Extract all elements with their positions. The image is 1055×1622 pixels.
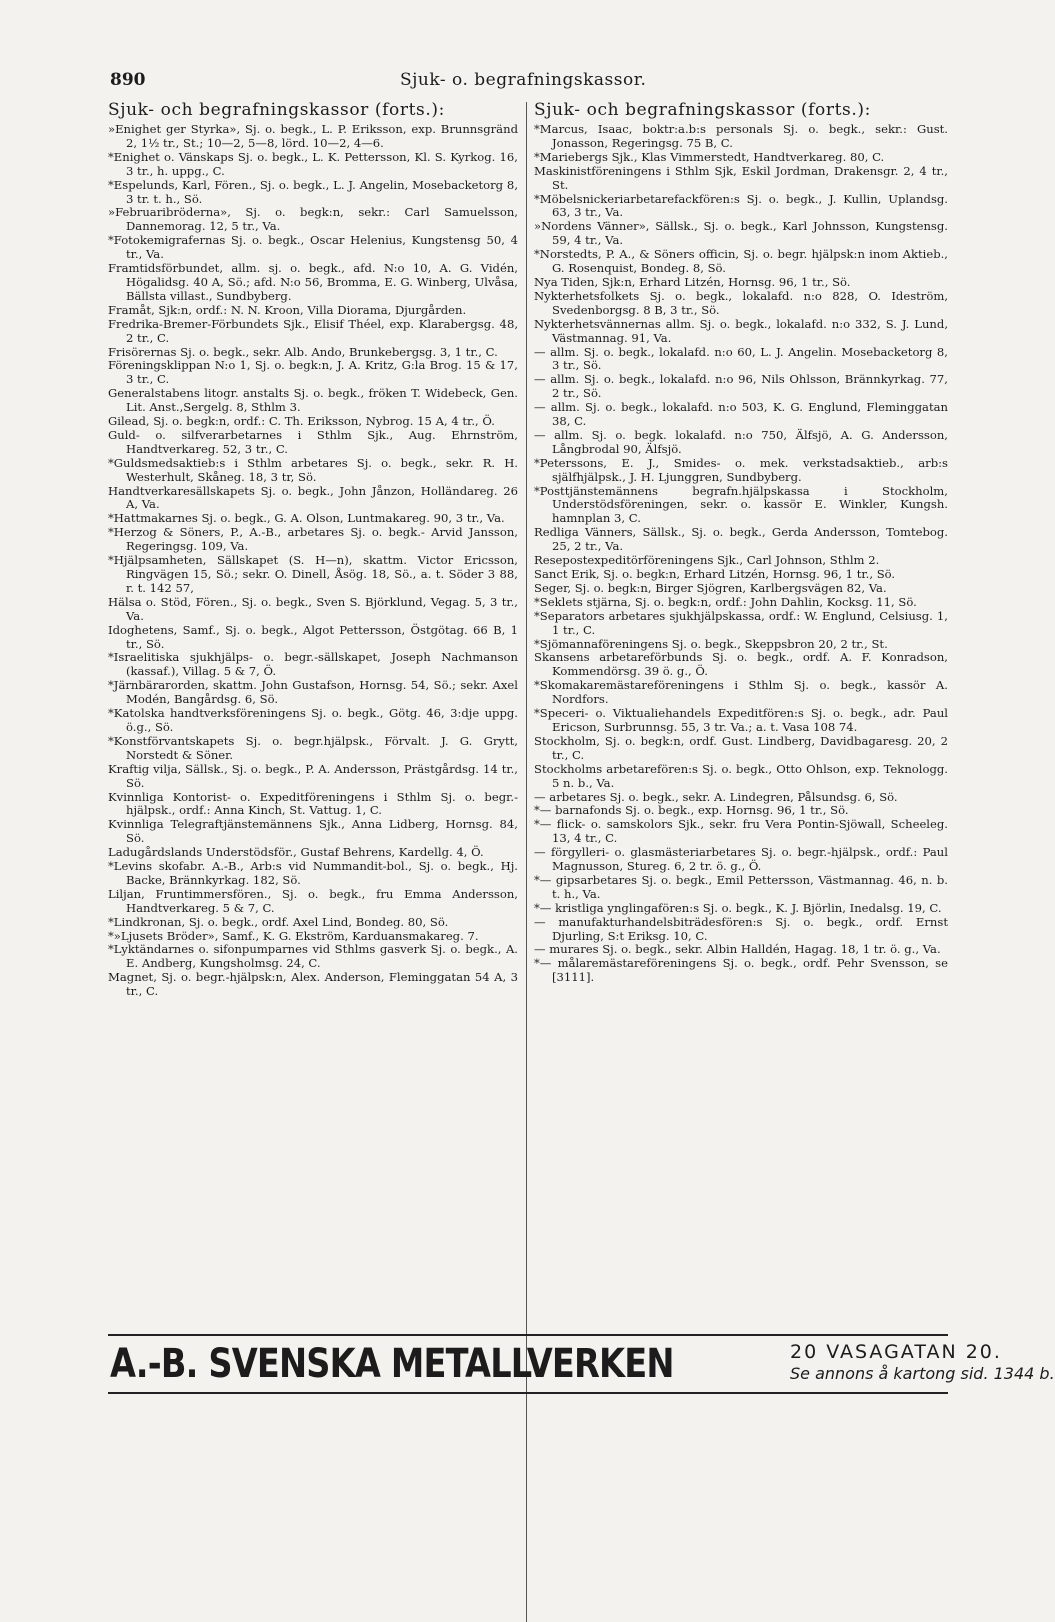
right-column-title: Sjuk- och begrafningskassor (forts.): bbox=[534, 100, 871, 120]
directory-entry: »Enighet ger Styrka», Sj. o. begk., L. P. Eriksson, exp. Brunnsgränd 2, 1½ tr., St.; 10—2, 5—8, lörd. 10—2, 4—6. bbox=[108, 122, 518, 150]
directory-entry: — manufakturhandelsbiträdesfören:s Sj. o. begk., ordf. Ernst Djurling, S:t Eriksg. 10, C. bbox=[534, 914, 948, 943]
directory-entry: Kvinnliga Telegraftjänstemännens Sjk., Anna Lidberg, Hornsg. 84, Sö. bbox=[108, 817, 518, 846]
left-entry-list bbox=[108, 123, 518, 999]
directory-entry: Nya Tiden, Sjk:n, Erhard Litzén, Hornsg. 96, 1 tr., Sö. bbox=[534, 274, 851, 289]
directory-entry: *Posttjänstemännens begrafn.hjälpskassa i Stockholm, Understödsföreningen, sekr. o. kassör E. Winkler, Kungsh. hamnplan 3, C. bbox=[534, 483, 948, 526]
directory-entry: — murares Sj. o. begk., sekr. Albin Halldén, Hagag. 18, 1 tr. ö. g., Va. bbox=[534, 942, 941, 957]
directory-entry: *Separators arbetares sjukhjälpskassa, ordf.: W. Englund, Celsiusg. 1, 1 tr., C. bbox=[534, 608, 948, 637]
directory-entry: *Mariebergs Sjk., Klas Vimmerstedt, Handtverkareg. 80, C. bbox=[534, 149, 885, 164]
directory-entry: *Hjälpsamheten, Sällskapet (S. H—n), skattm. Victor Ericsson, Ringvägen 15, Sö.; sekr. O. Dinell, Åsög. 18, Sö., a. t. Söder 3 88, r. t. 142 57, bbox=[108, 553, 518, 595]
directory-entry: *— målaremästareföreningens Sj. o. begk., ordf. Pehr Svensson, se [3111]. bbox=[534, 956, 948, 985]
directory-entry: *Lyktändarnes o. sifonpumparnes vid Sthlms gasverk Sj. o. begk., A. E. Andberg, Kungsholmsg. 24, C. bbox=[108, 942, 518, 971]
directory-entry: Nykterhetsvännernas allm. Sj. o. begk., lokalafd. n:o 332, S. J. Lund, Västmannag. 91, Va. bbox=[534, 316, 948, 345]
ad-reference-note: Se annons å kartong sid. 1344 b. bbox=[790, 1364, 1055, 1383]
directory-entry: Stockholms arbetarefören:s Sj. o. begk., Otto Ohlson, exp. Teknologg. 5 n. b., Va. bbox=[534, 761, 948, 790]
directory-entry: Gilead, Sj. o. begk:n, ordf.: C. Th. Eriksson, Nybrog. 15 A, 4 tr., Ö. bbox=[108, 414, 495, 429]
directory-entry: Kraftig vilja, Sällsk., Sj. o. begk., P. A. Andersson, Prästgårdsg. 14 tr., Sö. bbox=[108, 761, 518, 790]
directory-entry: Framtidsförbundet, allm. sj. o. begk., afd. N:o 10, A. G. Vidén, Högalidsg. 40 A, Sö.; afd. N:o 56, Bromma, E. G. Winberg, Ulvåsa, Bällsta villast., Sundbyberg. bbox=[108, 261, 518, 303]
directory-entry: *»Ljusets Bröder», Samf., K. G. Ekström, Karduansmakareg. 7. bbox=[108, 928, 479, 943]
directory-entry: *Katolska handtverksföreningens Sj. o. begk., Götg. 46, 3:dje uppg. ö.g., Sö. bbox=[108, 706, 518, 734]
left-column-title: Sjuk- och begrafningskassor (forts.): bbox=[108, 100, 445, 120]
directory-entry: — allm. Sj. o. begk. lokalafd. n:o 750, Älfsjö, A. G. Andersson, Långbrodal 90, Älfsjö. bbox=[534, 427, 948, 456]
directory-entry: Sanct Erik, Sj. o. begk:n, Erhard Litzén, Hornsg. 96, 1 tr., Sö. bbox=[534, 567, 896, 581]
directory-entry: Stockholm, Sj. o. begk:n, ordf. Gust. Lindberg, Davidbagaresg. 20, 2 tr., C. bbox=[534, 733, 948, 762]
directory-entry: *Guldsmedsaktieb:s i Sthlm arbetares Sj. o. begk., sekr. R. H. Westerhult, Skåneg. 18, 3 tr, Sö. bbox=[108, 455, 518, 484]
directory-entry: »Nordens Vänner», Sällsk., Sj. o. begk., Karl Johnsson, Kungstensg. 59, 4 tr., Va. bbox=[534, 219, 948, 248]
directory-entry: Redliga Vänners, Sällsk., Sj. o. begk., Gerda Andersson, Tomtebog. 25, 2 tr., Va. bbox=[534, 525, 948, 554]
ad-top-rule bbox=[108, 1334, 948, 1336]
ad-company-name: A.-B. SVENSKA METALLVERKEN bbox=[110, 1341, 674, 1387]
directory-entry: *Lindkronan, Sj. o. begk., ordf. Axel Lind, Bondeg. 80, Sö. bbox=[108, 914, 449, 929]
directory-entry: *— barnafonds Sj. o. begk., exp. Hornsg. 96, 1 tr., Sö. bbox=[534, 803, 849, 818]
directory-entry: Föreningsklippan N:o 1, Sj. o. begk:n, J. A. Kritz, G:la Brog. 15 & 17, 3 tr., C. bbox=[108, 358, 518, 387]
directory-entry: *Enighet o. Vänskaps Sj. o. begk., L. K. Pettersson, Kl. S. Kyrkog. 16, 3 tr., h. uppg., C. bbox=[108, 149, 518, 178]
right-entry-list bbox=[534, 123, 948, 985]
directory-entry: Idoghetens, Samf., Sj. o. begk., Algot Pettersson, Östgötag. 66 B, 1 tr., Sö. bbox=[108, 622, 518, 651]
directory-entry: Frisörernas Sj. o. begk., sekr. Alb. Ando, Brunkebergsg. 3, 1 tr., C. bbox=[108, 344, 498, 359]
directory-entry: Guld- o. silfverarbetarnes i Sthlm Sjk., Aug. Ehrnström, Handtverkareg. 52, 3 tr., C. bbox=[108, 427, 518, 456]
directory-entry: Hälsa o. Stöd, Fören., Sj. o. begk., Sven S. Björklund, Vegag. 5, 3 tr., Va. bbox=[108, 594, 518, 623]
ad-address: 20 VASAGATAN 20. bbox=[790, 1341, 1002, 1363]
running-title: Sjuk- o. begrafningskassor. bbox=[400, 70, 647, 90]
left-column bbox=[108, 100, 518, 999]
directory-entry: — allm. Sj. o. begk., lokalafd. n:o 60, L. J. Angelin. Mosebacketorg 8, 3 tr., Sö. bbox=[534, 344, 948, 373]
directory-entry: *Norstedts, P. A., & Söners officin, Sj. o. begr. hjälpsk:n inom Aktieb., G. Rosenquist, Bondeg. 8, Sö. bbox=[534, 247, 948, 276]
directory-entry: *Möbelsnickeriarbetarefackfören:s Sj. o. begk., J. Kullin, Uplandsg. 63, 3 tr., Va. bbox=[534, 191, 948, 220]
directory-entry: *Herzog & Söners, P., A.-B., arbetares Sj. o. begk.- Arvid Jansson, Regeringsg. 109, Va. bbox=[108, 525, 518, 554]
directory-entry: Resepostexpeditörföreningens Sjk., Carl Johnson, Sthlm 2. bbox=[534, 553, 880, 568]
directory-entry: *Hattmakarnes Sj. o. begk., G. A. Olson, Luntmakareg. 90, 3 tr., Va. bbox=[108, 511, 505, 526]
directory-entry: *— kristliga ynglingafören:s Sj. o. begk., K. J. Björlin, Inedalsg. 19, C. bbox=[534, 900, 942, 915]
directory-entry: — arbetares Sj. o. begk., sekr. A. Lindegren, Pålsundsg. 6, Sö. bbox=[534, 789, 898, 804]
directory-entry: — förgylleri- o. glasmästeriarbetares Sj. o. begr.-hjälpsk., ordf.: Paul Magnusson, Stureg. 6, 2 tr. ö. g., Ö. bbox=[534, 845, 948, 874]
directory-entry: *Fotokemigrafernas Sj. o. begk., Oscar Helenius, Kungstensg 50, 4 tr., Va. bbox=[108, 233, 518, 262]
directory-entry: *Peterssons, E. J., Smides- o. mek. verkstadsaktieb., arb:s själfhjälpsk., J. H. Ljunggren, Sundbyberg. bbox=[534, 455, 948, 484]
directory-entry: *Speceri- o. Viktualiehandels Expeditfören:s Sj. o. begk., adr. Paul Ericson, Surbrunnsg. 55, 3 tr. Va.; a. t. Vasa 108 74. bbox=[534, 706, 948, 734]
directory-entry: — allm. Sj. o. begk., lokalafd. n:o 96, Nils Ohlsson, Brännkyrkag. 77, 2 tr., Sö. bbox=[534, 372, 948, 401]
advertisement-banner bbox=[110, 1337, 1055, 1391]
directory-entry: *Sjömannaföreningens Sj. o. begk., Skeppsbron 20, 2 tr., St. bbox=[534, 636, 888, 651]
right-column bbox=[534, 100, 948, 985]
directory-entry: *Konstförvantskapets Sj. o. begr.hjälpsk., Förvalt. J. G. Grytt, Norstedt & Söner. bbox=[108, 733, 518, 762]
directory-entry: Framåt, Sjk:n, ordf.: N. N. Kroon, Villa Diorama, Djurgården. bbox=[108, 302, 467, 317]
directory-entry: Fredrika-Bremer-Förbundets Sjk., Elisif Théel, exp. Klarabergsg. 48, 2 tr., C. bbox=[108, 316, 518, 345]
directory-entry: Magnet, Sj. o. begr.-hjälpsk:n, Alex. Anderson, Fleminggatan 54 A, 3 tr., C. bbox=[108, 970, 518, 999]
directory-entry: — allm. Sj. o. begk., lokalafd. n:o 503, K. G. Englund, Fleminggatan 38, C. bbox=[534, 400, 948, 429]
directory-entry: Handtverkaresällskapets Sj. o. begk., John Jånzon, Holländareg. 26 A, Va. bbox=[108, 483, 518, 512]
column-divider bbox=[526, 102, 527, 1622]
directory-entry: *Marcus, Isaac, boktr:a.b:s personals Sj. o. begk., sekr.: Gust. Jonasson, Regeringsg. 75 B, C. bbox=[534, 122, 948, 150]
directory-entry: *— flick- o. samskolors Sjk., sekr. fru Vera Pontin-Sjöwall, Scheeleg. 13, 4 tr., C. bbox=[534, 817, 948, 846]
directory-entry: Kvinnliga Kontorist- o. Expeditföreningens i Sthlm Sj. o. begr.-hjälpsk., ordf.: Anna Kinch, St. Vattug. 1, C. bbox=[108, 789, 518, 818]
directory-entry: Nykterhetsfolkets Sj. o. begk., lokalafd. n:o 828, O. Ideström, Svedenborgsg. 8 B, 3 tr., Sö. bbox=[534, 288, 948, 317]
directory-entry: *Levins skofabr. A.-B., Arb:s vid Nummandit-bol., Sj. o. begk., Hj. Backe, Brännkyrkag. 182, Sö. bbox=[108, 859, 518, 887]
directory-entry: *Israelitiska sjukhjälps- o. begr.-sällskapet, Joseph Nachmanson (kassaf.), Villag. 5 & 7, Ö. bbox=[108, 650, 518, 679]
page-number: 890 bbox=[110, 70, 146, 90]
directory-entry: Generalstabens litogr. anstalts Sj. o. begk., fröken T. Widebeck, Gen. Lit. Anst.,Sergelg. 8, Sthlm 3. bbox=[108, 386, 518, 415]
directory-entry: *Järnbärarorden, skattm. John Gustafson, Hornsg. 54, Sö.; sekr. Axel Modén, Bangårdsg. 6, Sö. bbox=[108, 678, 518, 707]
directory-entry: Ladugårdslands Understödsför., Gustaf Behrens, Kardellg. 4, Ö. bbox=[108, 845, 484, 860]
directory-entry: *Seklets stjärna, Sj. o. begk:n, ordf.: John Dahlin, Kocksg. 11, Sö. bbox=[534, 594, 917, 609]
directory-entry: Skansens arbetareförbunds Sj. o. begk., ordf. A. F. Konradson, Kommendörsg. 39 ö. g., Ö. bbox=[534, 650, 948, 679]
directory-entry: Maskinistföreningens i Sthlm Sjk, Eskil Jordman, Drakensgr. 2, 4 tr., St. bbox=[534, 163, 948, 192]
directory-entry: *Skomakaremästareföreningens i Sthlm Sj. o. begk., kassör A. Nordfors. bbox=[534, 678, 948, 707]
directory-entry: *Espelunds, Karl, Fören., Sj. o. begk., L. J. Angelin, Mosebacketorg 8, 3 tr. t. h., Sö. bbox=[108, 177, 518, 206]
directory-entry: *— gipsarbetares Sj. o. begk., Emil Pettersson, Västmannag. 46, n. b. t. h., Va. bbox=[534, 872, 948, 901]
directory-entry: Liljan, Fruntimmersfören., Sj. o. begk., fru Emma Andersson, Handtverkareg. 5 & 7, C. bbox=[108, 886, 518, 915]
directory-entry: »Februaribröderna», Sj. o. begk:n, sekr.: Carl Samuelsson, Dannemorag. 12, 5 tr., Va. bbox=[108, 205, 518, 234]
directory-entry: Seger, Sj. o. begk:n, Birger Sjögren, Karlbergsvägen 82, Va. bbox=[534, 580, 887, 595]
ad-bottom-rule bbox=[108, 1392, 948, 1394]
